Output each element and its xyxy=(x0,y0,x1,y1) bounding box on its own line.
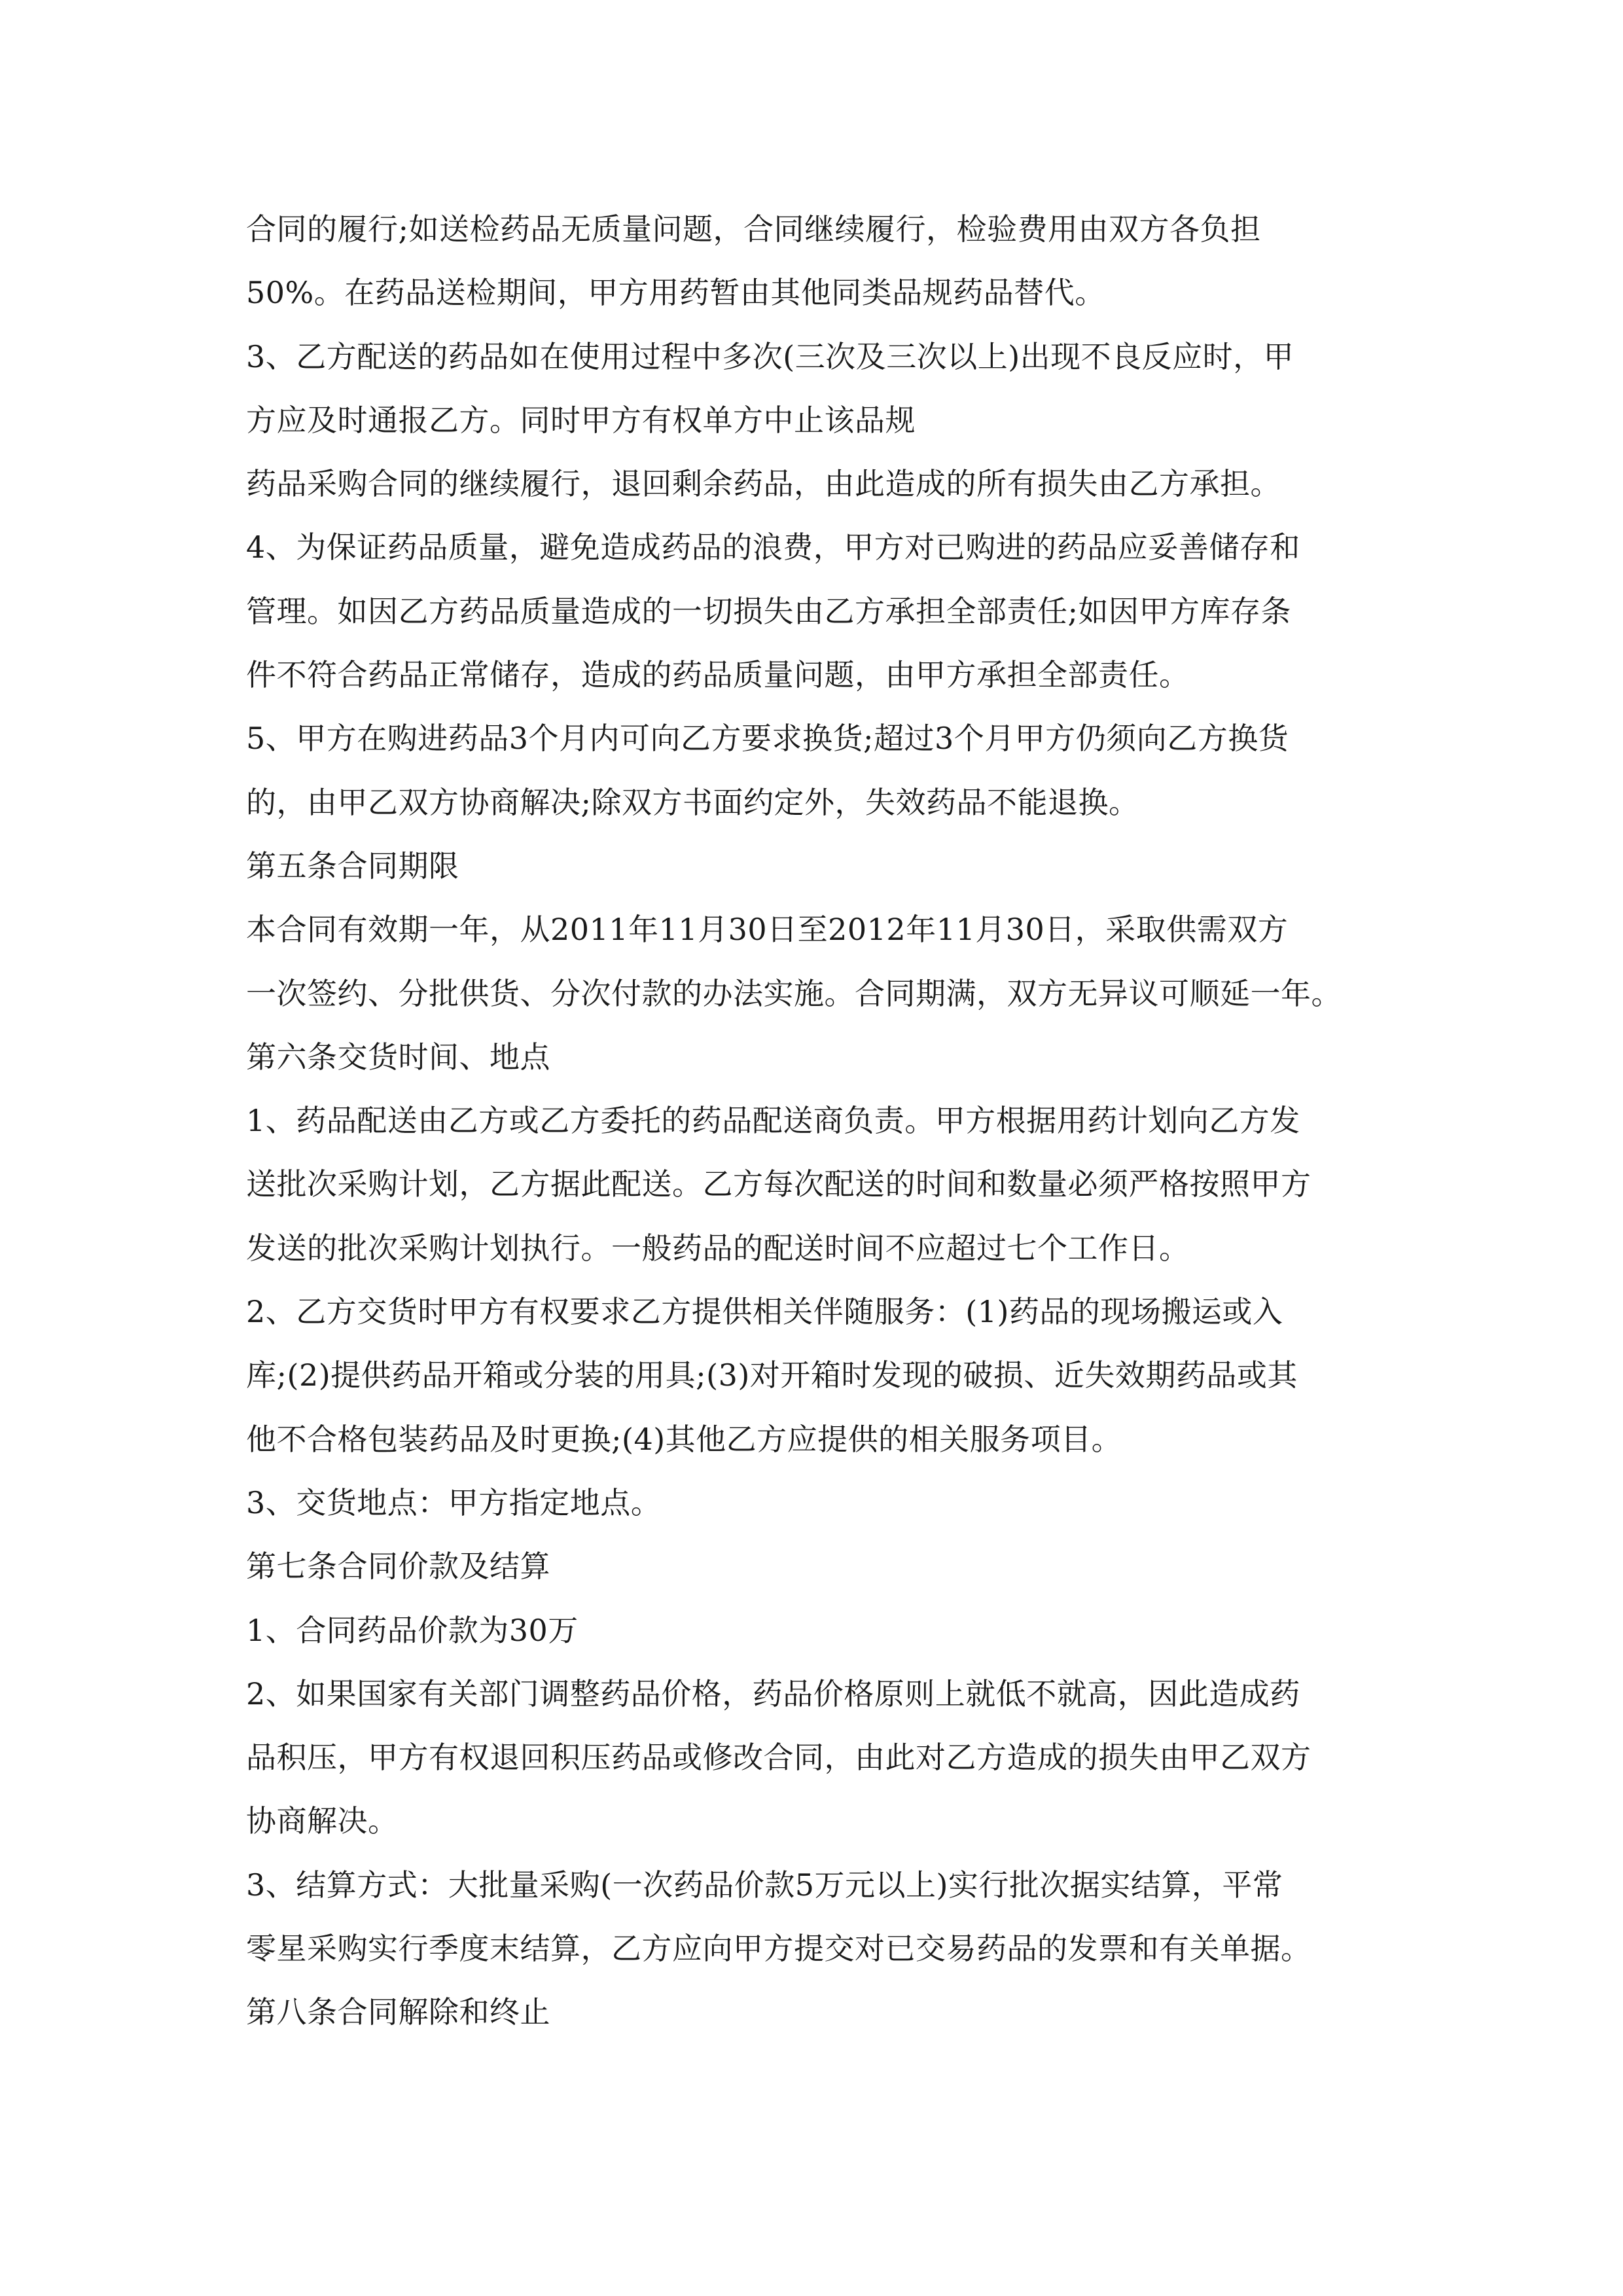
text-line: 一次签约、分批供货、分次付款的办法实施。合同期满，双方无异议可顺延一年。 xyxy=(246,975,1342,1011)
text-line: 1、药品配送由乙方或乙方委托的药品配送商负责。甲方根据用药计划向乙方发 xyxy=(246,1103,1300,1139)
text-line: 管理。如因乙方药品质量造成的一切损失由乙方承担全部责任;如因甲方库存条 xyxy=(246,593,1291,629)
text-line: 合同的履行;如送检药品无质量问题，合同继续履行，检验费用由双方各负担 xyxy=(246,211,1261,247)
text-line: 5、甲方在购进药品3个月内可向乙方要求换货;超过3个月甲方仍须向乙方换货 xyxy=(246,721,1289,757)
text-line: 零星采购实行季度末结算，乙方应向甲方提交对已交易药品的发票和有关单据。 xyxy=(246,1931,1311,1967)
text-line: 的，由甲乙双方协商解决;除双方书面约定外，失效药品不能退换。 xyxy=(246,784,1139,820)
text-line: 4、为保证药品质量，避免造成药品的浪费，甲方对已购进的药品应妥善储存和 xyxy=(246,529,1300,565)
section-heading: 第六条交货时间、地点 xyxy=(246,1039,550,1075)
text-line: 协商解决。 xyxy=(246,1803,399,1839)
section-heading: 第八条合同解除和终止 xyxy=(246,1994,550,2030)
text-line: 他不合格包装药品及时更换;(4)其他乙方应提供的相关服务项目。 xyxy=(246,1421,1122,1457)
section-heading: 第五条合同期限 xyxy=(246,848,459,884)
text-line: 库;(2)提供药品开箱或分装的用具;(3)对开箱时发现的破损、近失效期药品或其 xyxy=(246,1357,1298,1393)
text-line: 方应及时通报乙方。同时甲方有权单方中止该品规 xyxy=(246,402,916,438)
text-line: 3、结算方式：大批量采购(一次药品价款5万元以上)实行批次据实结算，平常 xyxy=(246,1867,1283,1903)
text-line: 件不符合药品正常储存，造成的药品质量问题，由甲方承担全部责任。 xyxy=(246,657,1190,693)
text-line: 品积压，甲方有权退回积压药品或修改合同，由此对乙方造成的损失由甲乙双方 xyxy=(246,1740,1311,1776)
text-line: 3、交货地点：甲方指定地点。 xyxy=(246,1484,662,1520)
text-line: 发送的批次采购计划执行。一般药品的配送时间不应超过七个工作日。 xyxy=(246,1230,1190,1266)
text-line: 2、乙方交货时甲方有权要求乙方提供相关伴随服务：(1)药品的现场搬运或入 xyxy=(246,1294,1283,1330)
text-line: 50%。在药品送检期间，甲方用药暂由其他同类品规药品替代。 xyxy=(246,275,1105,311)
text-line: 药品采购合同的继续履行，退回剩余药品，由此造成的所有损失由乙方承担。 xyxy=(246,466,1281,502)
text-line: 1、合同药品价款为30万 xyxy=(246,1612,579,1648)
text-line: 3、乙方配送的药品如在使用过程中多次(三次及三次以上)出现不良反应时，甲 xyxy=(246,338,1294,374)
text-line: 本合同有效期一年，从2011年11月30日至2012年11月30日，采取供需双方 xyxy=(246,912,1289,948)
text-line: 2、如果国家有关部门调整药品价格，药品价格原则上就低不就高，因此造成药 xyxy=(246,1676,1300,1712)
section-heading: 第七条合同价款及结算 xyxy=(246,1549,550,1585)
document-body xyxy=(246,198,1385,2045)
text-line: 送批次采购计划，乙方据此配送。乙方每次配送的时间和数量必须严格按照甲方 xyxy=(246,1166,1311,1202)
